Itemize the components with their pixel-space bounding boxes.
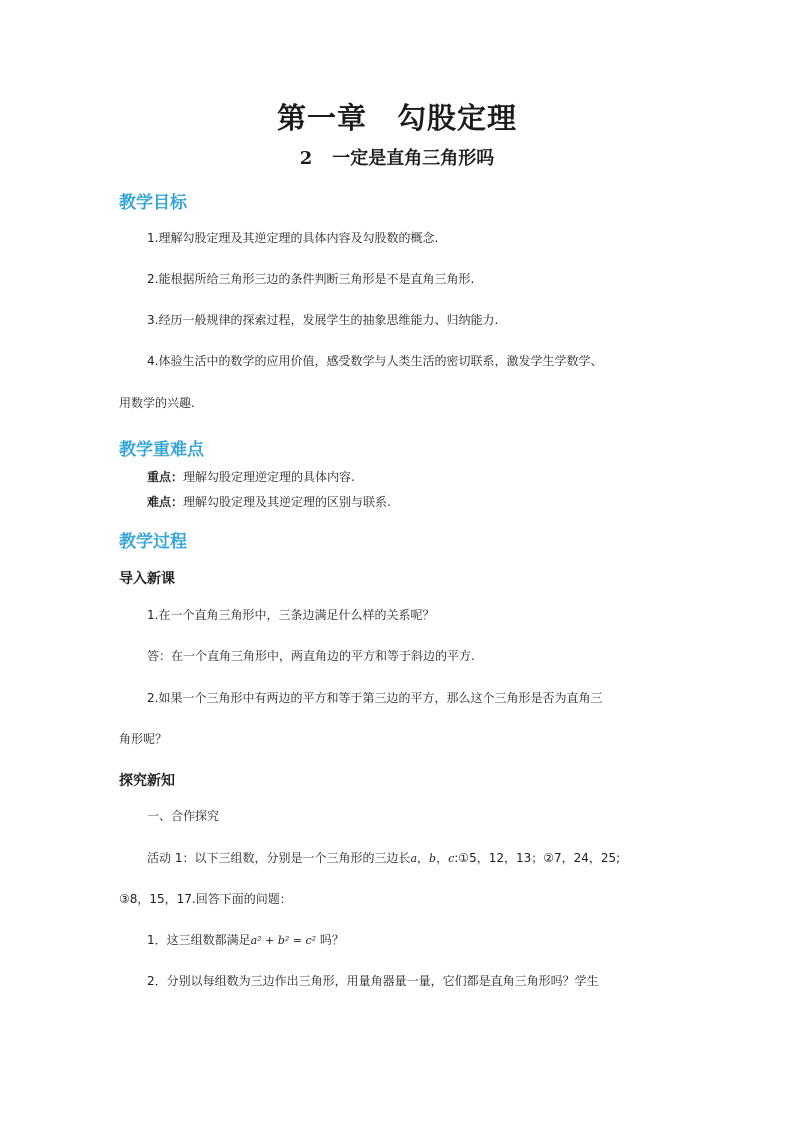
activity-1-continued: ③8，15，17.回答下面的问题：: [119, 892, 292, 906]
activity-1-sets: :①5，12，13；②7，24，25;: [454, 851, 621, 865]
objective-item-4-continued: 用数学的兴趣.: [119, 396, 195, 410]
chapter-title: [0, 96, 794, 137]
focus-label: 重点：: [147, 470, 184, 484]
cooperative-inquiry: 一、合作探究: [147, 809, 220, 823]
task-1-suffix: 吗？: [316, 933, 344, 947]
explore-heading: 探究新知: [119, 773, 175, 789]
difficulty-point: [147, 493, 391, 510]
objective-item-3: 3.经历一般规律的探索过程，发展学生的抽象思维能力、归纳能力.: [147, 313, 499, 327]
intro-question-1: 1.在一个直角三角形中，三条边满足什么样的关系呢？: [147, 608, 435, 622]
objective-item-2: 2.能根据所给三角形三边的条件判断三角形是不是直角三角形.: [147, 272, 475, 286]
section-number: 2: [299, 148, 313, 169]
key-points-heading: 教学重难点: [119, 440, 204, 460]
chapter-name: 勾股定理: [397, 101, 518, 135]
intro-heading: 导入新课: [119, 571, 175, 587]
variable-c: c: [448, 852, 455, 865]
section-name: 一定是直角三角形吗: [332, 148, 495, 169]
task-2: 2．分别以每组数为三边作出三角形，用量角器量一量，它们都是直角三角形吗？学生: [147, 974, 599, 988]
variable-b: b: [429, 852, 437, 865]
section-title: [0, 144, 794, 170]
task-1: [147, 931, 344, 948]
focus-point: [147, 468, 355, 485]
process-heading: 教学过程: [119, 532, 187, 552]
pythagorean-formula: a² + b² = c²: [250, 934, 317, 947]
intro-answer-1: 答：在一个直角三角形中，两直角边的平方和等于斜边的平方.: [147, 649, 475, 663]
intro-question-2-continued: 角形呢？: [119, 732, 168, 746]
objective-item-1: 1.理解勾股定理及其逆定理的具体内容及勾股数的概念.: [147, 231, 439, 245]
task-1-text: 1．这三组数都满足: [147, 933, 251, 947]
activity-1: 活动 1：以下三组数，分别是一个三角形的三边长a，b，c:①5，12，13；②7，24，25;: [147, 851, 621, 865]
difficulty-label: 难点：: [147, 495, 184, 509]
difficulty-text: 理解勾股定理及其逆定理的区别与联系.: [183, 495, 391, 509]
objective-item-4: 4.体验生活中的数学的应用价值，感受数学与人类生活的密切联系，激发学生学数学、: [147, 354, 603, 368]
focus-text: 理解勾股定理逆定理的具体内容.: [183, 470, 355, 484]
objectives-heading: 教学目标: [119, 193, 187, 213]
intro-question-2: 2.如果一个三角形中有两边的平方和等于第三边的平方，那么这个三角形是否为直角三: [147, 691, 603, 705]
chapter-number: 第一章: [276, 101, 367, 135]
variable-a: a: [410, 852, 418, 865]
activity-1-intro: 活动 1：以下三组数，分别是一个三角形的三边长: [147, 851, 411, 865]
